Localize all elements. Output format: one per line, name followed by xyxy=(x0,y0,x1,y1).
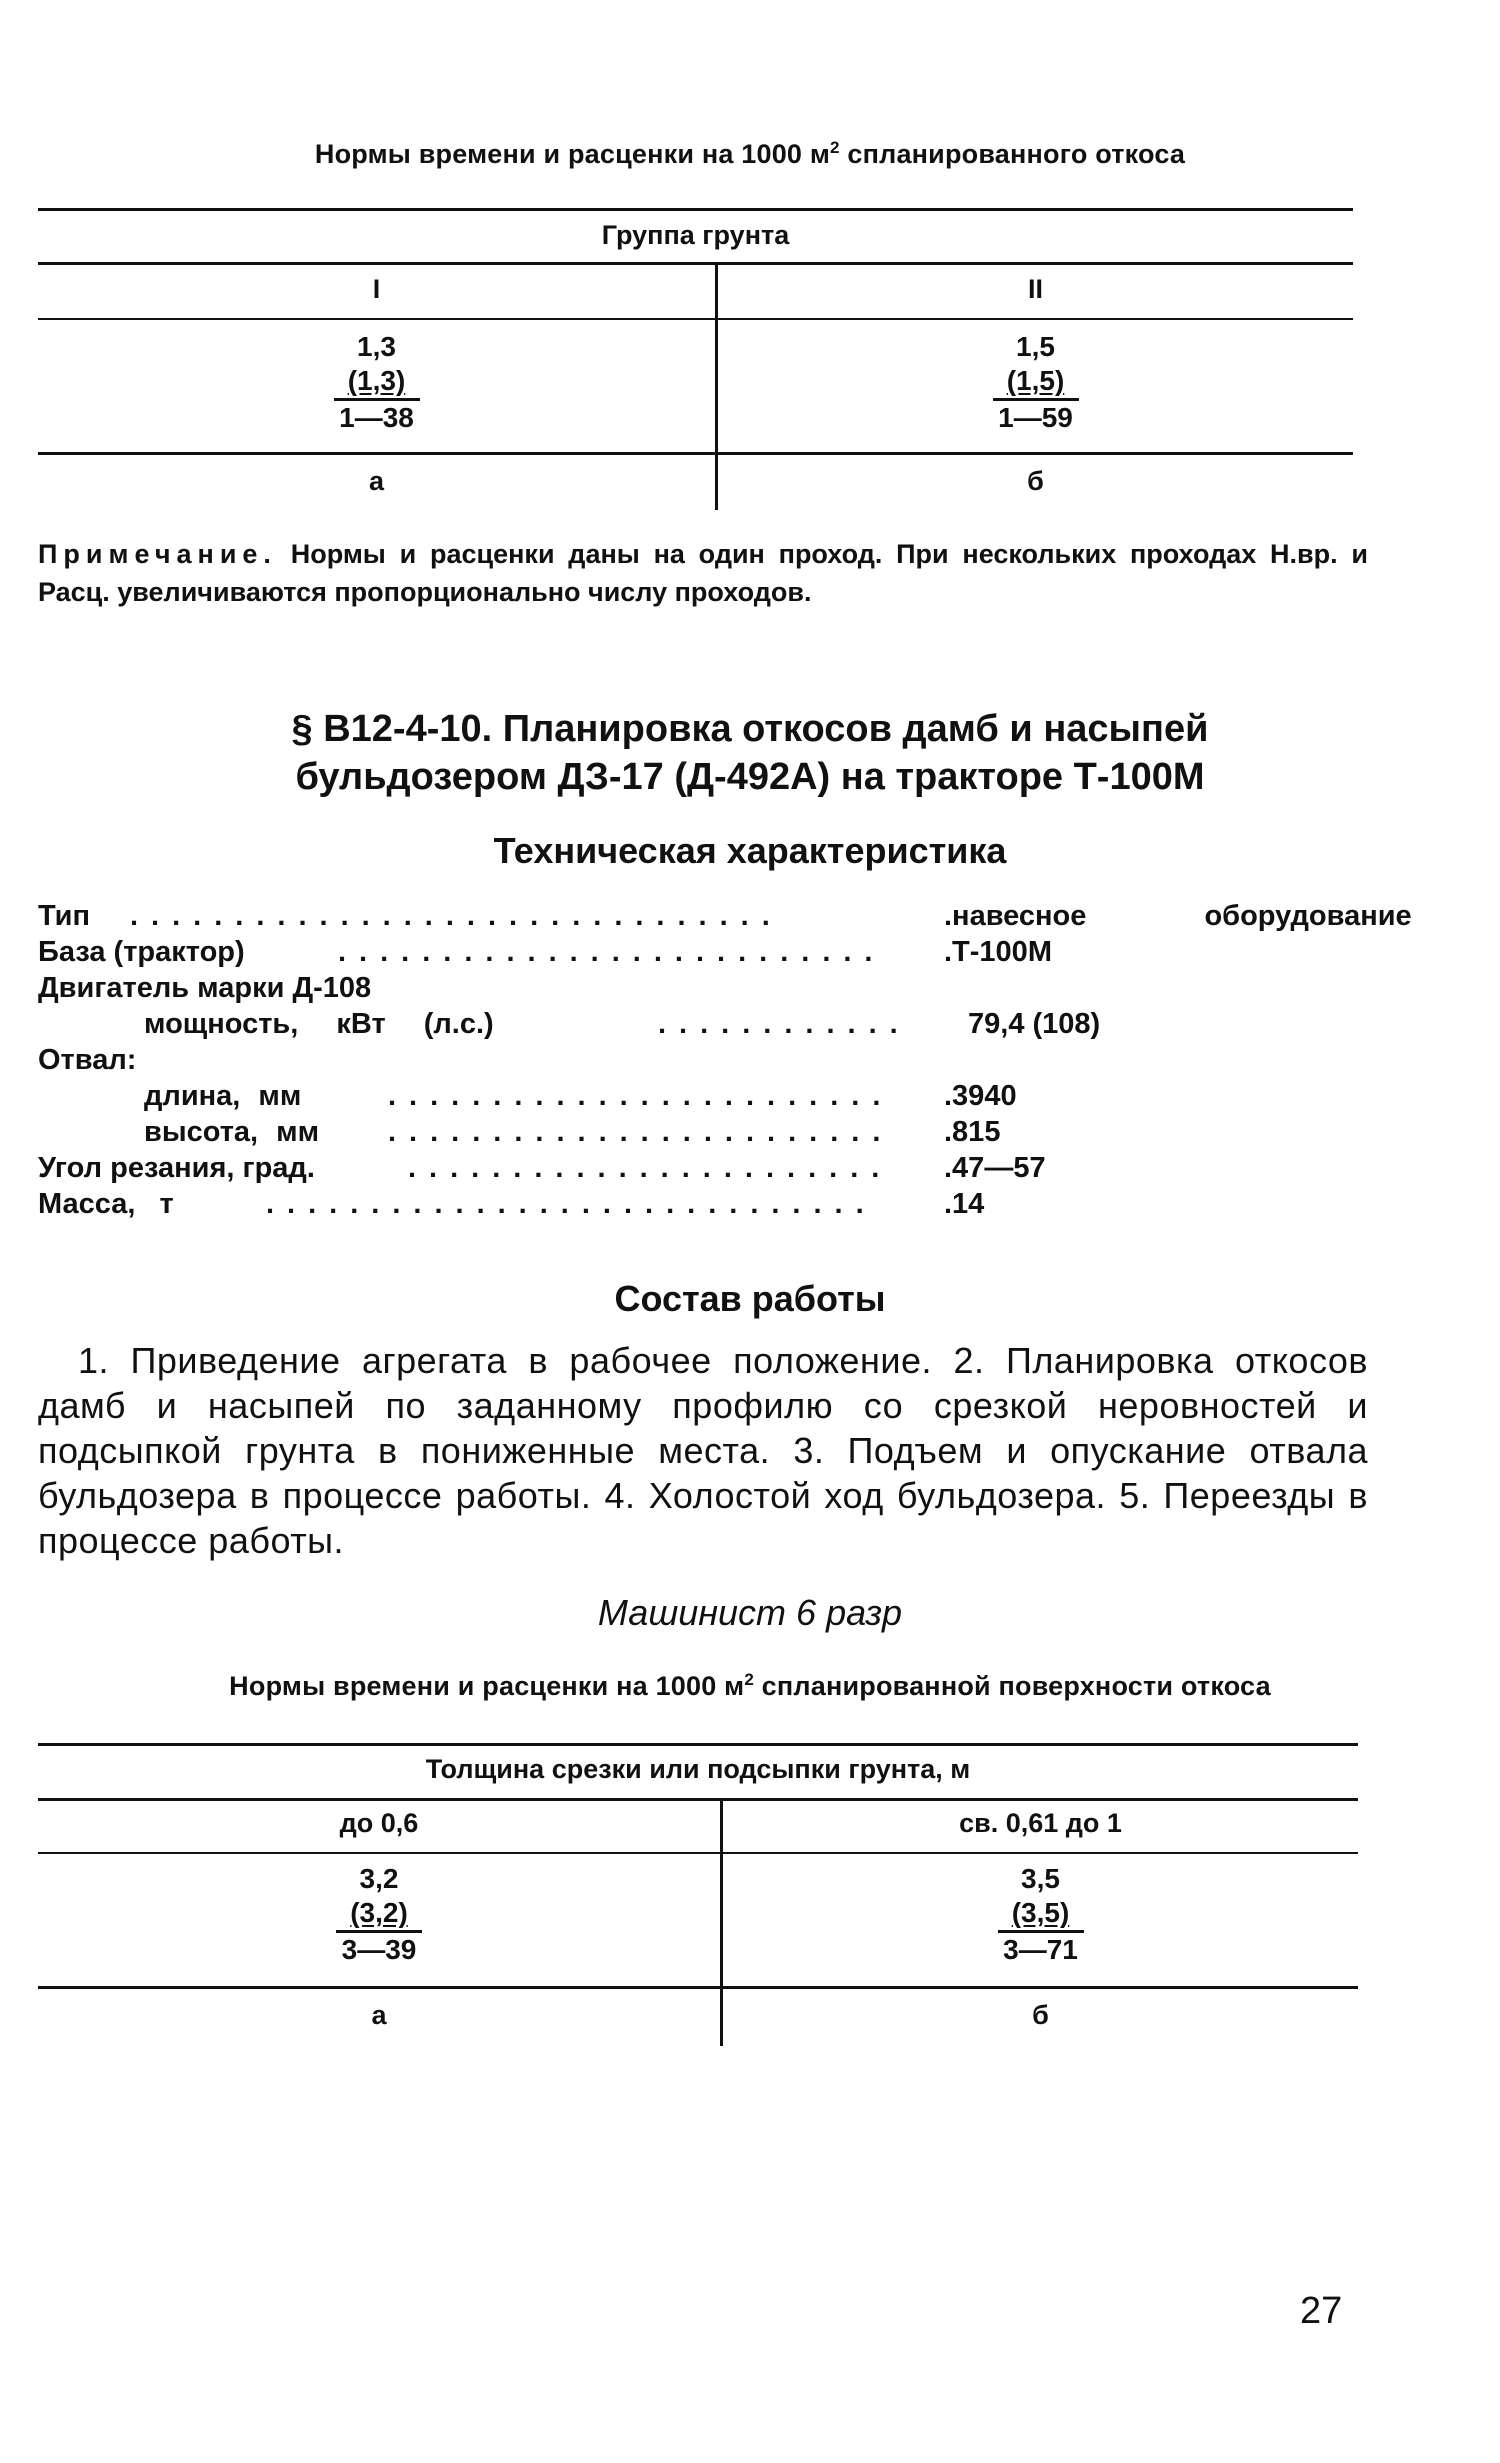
table2-values-rule xyxy=(38,1986,1358,1989)
table1-cell-2 xyxy=(718,330,1353,435)
spec-row-angle xyxy=(38,1150,1368,1186)
price-value: 3—39 xyxy=(341,1934,417,1965)
table1-cell-1 xyxy=(38,330,715,435)
spec-label: База (трактор) xyxy=(38,936,245,968)
price-value: 3—71 xyxy=(1003,1934,1078,1965)
leader-dots: .......................... xyxy=(338,936,886,968)
leader-dots: ........................ xyxy=(388,1116,894,1148)
table1-top-rule xyxy=(38,208,1353,211)
table1-col-1-header: I xyxy=(372,274,381,304)
leader-dots: ....................... xyxy=(408,1152,893,1184)
table1-group-header: Группа грунта xyxy=(601,220,790,250)
leader-dots: ........................ xyxy=(388,1080,894,1112)
price-value: 1—38 xyxy=(339,402,414,433)
spec-label: Двигатель марки Д-108 xyxy=(38,972,372,1004)
spec-label: длина, мм xyxy=(144,1080,302,1112)
norm-paren-value: (1,3) xyxy=(347,365,406,396)
work-description: 1. Приведение агрегата в рабочее положение. 2. Планировка откосов дамб и насыпей по заданному профилю со срезкой неровностей и подсыпкой грунта в пониженные места. 3. Подъем и опускание отвала бульдозера в процессе работы. 4. Холостой ход бульдозера. 5. Переезды в процессе работы. xyxy=(38,1340,1368,1561)
spec-label: Угол резания, град. xyxy=(38,1152,315,1184)
spec-label: высота, мм xyxy=(144,1116,320,1148)
leader-dots: ............................. xyxy=(266,1188,877,1220)
spec-row-engine xyxy=(38,970,1368,1006)
norm-paren-value: (1,5) xyxy=(1006,365,1065,396)
section-title xyxy=(0,705,1500,801)
section-title-line2: бульдозером ДЗ-17 (Д-492А) на тракторе Т-100М xyxy=(295,756,1205,798)
operator-grade: Машинист 6 разр xyxy=(597,1592,903,1633)
spec-row-blade xyxy=(38,1042,1368,1078)
norm-paren-value: (3,5) xyxy=(1011,1897,1070,1928)
spec-label: Масса, т xyxy=(38,1188,174,1220)
norm-value: 3,5 xyxy=(1021,1863,1060,1894)
section-title-line1: § В12-4-10. Планировка откосов дамб и насыпей xyxy=(291,708,1209,750)
price-value: 1—59 xyxy=(998,402,1073,433)
table1-values-rule xyxy=(38,452,1353,455)
table1-columns-rule xyxy=(38,318,1353,320)
norm-value: 1,3 xyxy=(357,331,396,362)
table2-row-label-a: а xyxy=(371,2000,387,2030)
norm-value: 3,2 xyxy=(359,1863,399,1894)
table1-title: Нормы времени и расценки на 1000 $м^2$ спланированного откоса xyxy=(314,138,1186,169)
leader-dots: ............ xyxy=(658,1008,911,1040)
norm-value: 1,5 xyxy=(1016,331,1055,362)
spec-row-height xyxy=(38,1114,1368,1150)
spec-row-type xyxy=(38,898,1412,934)
spec-value: .14 xyxy=(944,1188,985,1220)
work-heading: Состав работы xyxy=(614,1278,886,1319)
table2-cell-2 xyxy=(723,1862,1358,1967)
table2-top-rule xyxy=(38,1743,1358,1746)
table1-header-rule xyxy=(38,262,1353,265)
table1-note: Примечание. Нормы и расценки даны на один проход. При нескольких проходах Н.вр. и Расц. увеличиваются пропорционально числу проходов. xyxy=(38,539,1368,607)
table1-row-label-b: б xyxy=(1027,466,1044,496)
spec-row-power xyxy=(38,1006,1368,1042)
norm-paren-value: (3,2) xyxy=(350,1897,408,1928)
table1-row-label-a: а xyxy=(368,466,385,496)
spec-row-mass xyxy=(38,1186,1368,1222)
page-number: 27 xyxy=(1300,2290,1343,2332)
spec-label: Отвал: xyxy=(38,1044,137,1076)
spec-value: .815 xyxy=(944,1116,1001,1148)
table2-col-2-header: св. 0,61 до 1 xyxy=(959,1808,1122,1838)
spec-value: .3940 xyxy=(944,1080,1017,1112)
table2-group-header: Толщина срезки или подсыпки грунта, м xyxy=(425,1754,971,1784)
table2-header-rule xyxy=(38,1798,1358,1801)
table2-columns-rule xyxy=(38,1852,1358,1854)
table1-col-2-header: II xyxy=(1027,274,1043,304)
spec-label: Тип xyxy=(38,900,90,932)
tech-spec-list xyxy=(38,898,1412,1222)
table2-cell-1 xyxy=(38,1862,720,1967)
tech-heading: Техническая характеристика xyxy=(493,830,1007,871)
table2-title: Нормы времени и расценки на 1000 $м^2$ спланированной поверхности откоса xyxy=(229,1670,1271,1701)
spec-value: .навесное оборудование xyxy=(944,900,1412,932)
leader-dots: ............................... xyxy=(130,900,783,932)
spec-value: .47—57 xyxy=(944,1152,1046,1184)
spec-row-base xyxy=(38,934,1368,970)
spec-row-length xyxy=(38,1078,1368,1114)
spec-label: мощность, кВт (л.с.) xyxy=(144,1008,494,1040)
spec-value: .Т-100М xyxy=(944,936,1052,968)
spec-value: 79,4 (108) xyxy=(968,1008,1101,1040)
table2-col-1-header: до 0,6 xyxy=(339,1808,419,1838)
table2-row-label-b: б xyxy=(1032,2000,1049,2030)
